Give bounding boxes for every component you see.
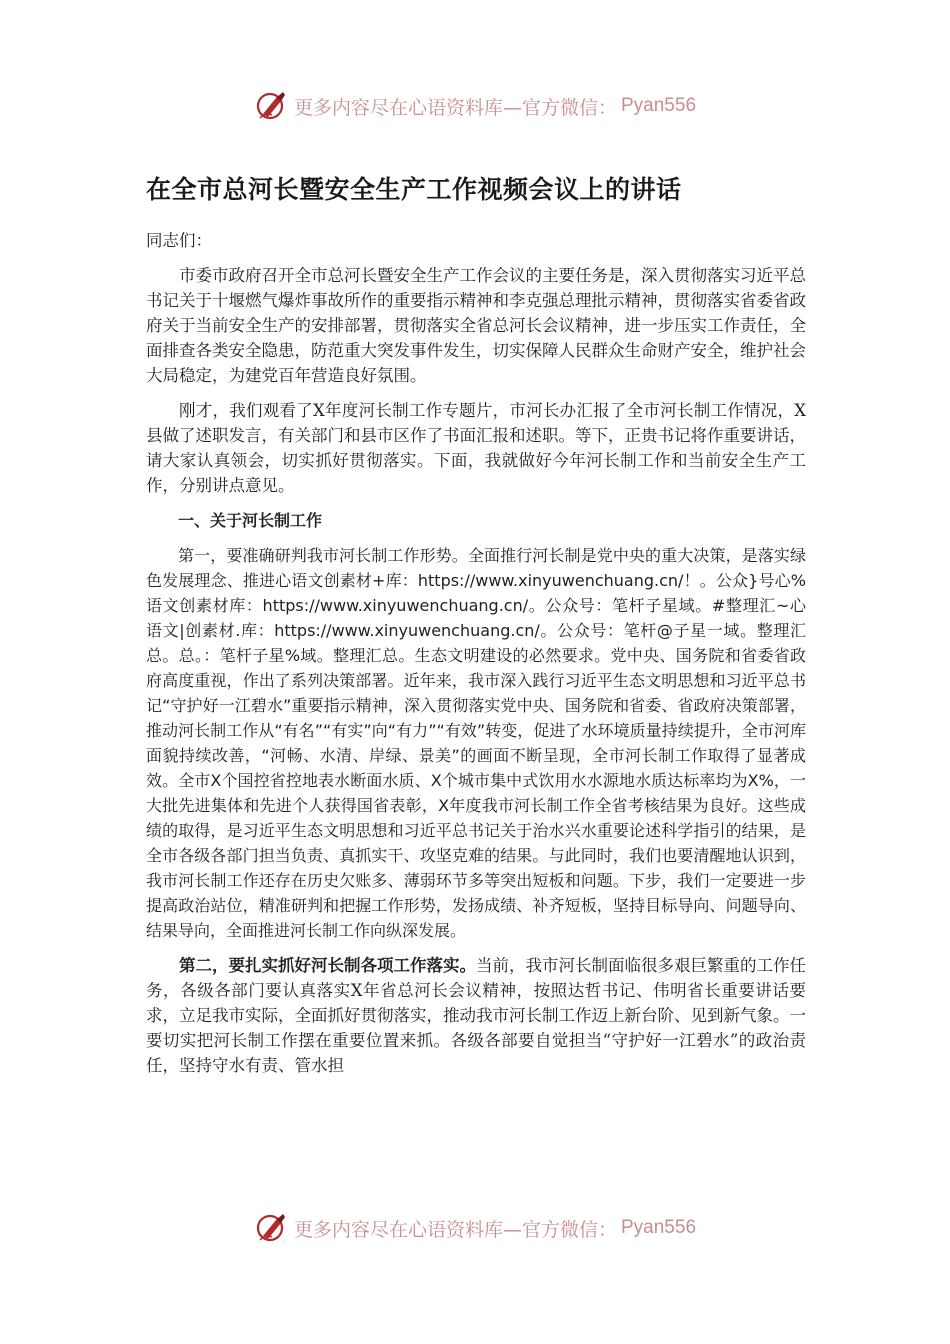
paragraph-intro-2: 刚才，我们观看了X年度河长制工作专题片，市河长办汇报了全市河长制工作情况，X县做了述职发言，有关部门和县市区作了书面汇报和述职。等下，正贵书记将作重要讲话，请大家认真领会，切实抓好贯彻落实。下面，我就做好今年河长制工作和当前安全生产工作，分别讲点意见。 — [146, 401, 806, 495]
paragraph-lead: 第二，要扎实抓好河长制各项工作落实。 — [179, 956, 476, 975]
section1-paragraph-2 — [146, 953, 806, 1078]
watermark-top — [0, 84, 950, 128]
watermark-account: Pyan556 — [621, 1217, 697, 1238]
watermark-text: 更多内容尽在心语资料库—官方微信： — [293, 1218, 617, 1241]
pen-logo-icon — [254, 1210, 290, 1246]
section1-paragraph-1: 第一，要准确研判我市河长制工作形势。全面推行河长制是党中央的重大决策，是落实绿色发展理念、推进心语文创素材+库：https://www.xinyuwenchuang.cn/！。公众}号心%语文创素材库：https://www.xinyuwenchuang.cn/。公众号：笔杆子星域。#整理汇~心语文|创素材.库：https://www.xinyuwenchuang.cn/。公众号：笔杆@子星一域。整理汇总。总。：笔杆子星%域。整理汇总。生态文明建设的必然要求。党中央、国务院和省委省政府高度重视，作出了系列决策部署。近年来，我市深入践行习近平生态文明思想和习近平总书记“守护好一江碧水”重要指示精神，深入贯彻落实党中央、国务院和省委、省政府决策部署，推动河长制工作从“有名”“有实”向“有力”“有效”转变，促进了水环境质量持续提升，全市河库面貌持续改善，“河畅、水清、岸绿、景美”的画面不断呈现，全市河长制工作取得了显著成效。全市X个国控省控地表水断面水质、X个城市集中式饮用水水源地水质达标率均为X%，一大批先进集体和先进个人获得国省表彰，X年度我市河长制工作全省考核结果为良好。这些成绩的取得，是习近平生态文明思想和习近平总书记关于治水兴水重要论述科学指引的结果，是全市各级各部门担当负责、真抓实干、攻坚克难的结果。与此同时，我们也要清醒地认识到，我市河长制工作还存在历史欠账多、薄弱环节多等突出短板和问题。下步，我们一定要进一步提高政治站位，精准研判和把握工作形势，发扬成绩、补齐短板，坚持目标导向、问题导向、结果导向，全面推进河长制工作向纵深发展。 — [146, 546, 806, 940]
pen-logo-icon — [254, 88, 290, 124]
greeting: 同志们： — [146, 231, 212, 250]
watermark-text: 更多内容尽在心语资料库—官方微信： — [293, 96, 617, 119]
document-body — [146, 170, 806, 1088]
watermark-account: Pyan556 — [621, 95, 697, 116]
document-title: 在全市总河长暨安全生产工作视频会议上的讲话 — [146, 175, 682, 204]
paragraph-intro-1: 市委市政府召开全市总河长暨安全生产工作会议的主要任务是，深入贯彻落实习近平总书记关于十堰燃气爆炸事故所作的重要指示精神和李克强总理批示精神，贯彻落实省委省政府关于当前安全生产的安排部署，贯彻落实全省总河长会议精神，进一步压实工作责任，全面排查各类安全隐患，防范重大突发事件发生，切实保障人民群众生命财产安全，维护社会大局稳定，为建党百年营造良好氛围。 — [146, 266, 806, 385]
section-heading-1: 一、关于河长制工作 — [178, 511, 323, 530]
paragraph-body: 当前，我市河长制面临很多艰巨繁重的工作任务，各级各部门要认真落实X年省总河长会议精神，按照达哲书记、伟明省长重要讲话要求，立足我市实际，全面抓好贯彻落实，推动我市河长制工作迈上新台阶、见到新气象。一要切实把河长制工作摆在重要位置来抓。各级各部要自觉担当“守护好一江碧水”的政治责任，坚持守水有责、管水担 — [146, 956, 806, 1075]
watermark-bottom — [0, 1206, 950, 1250]
